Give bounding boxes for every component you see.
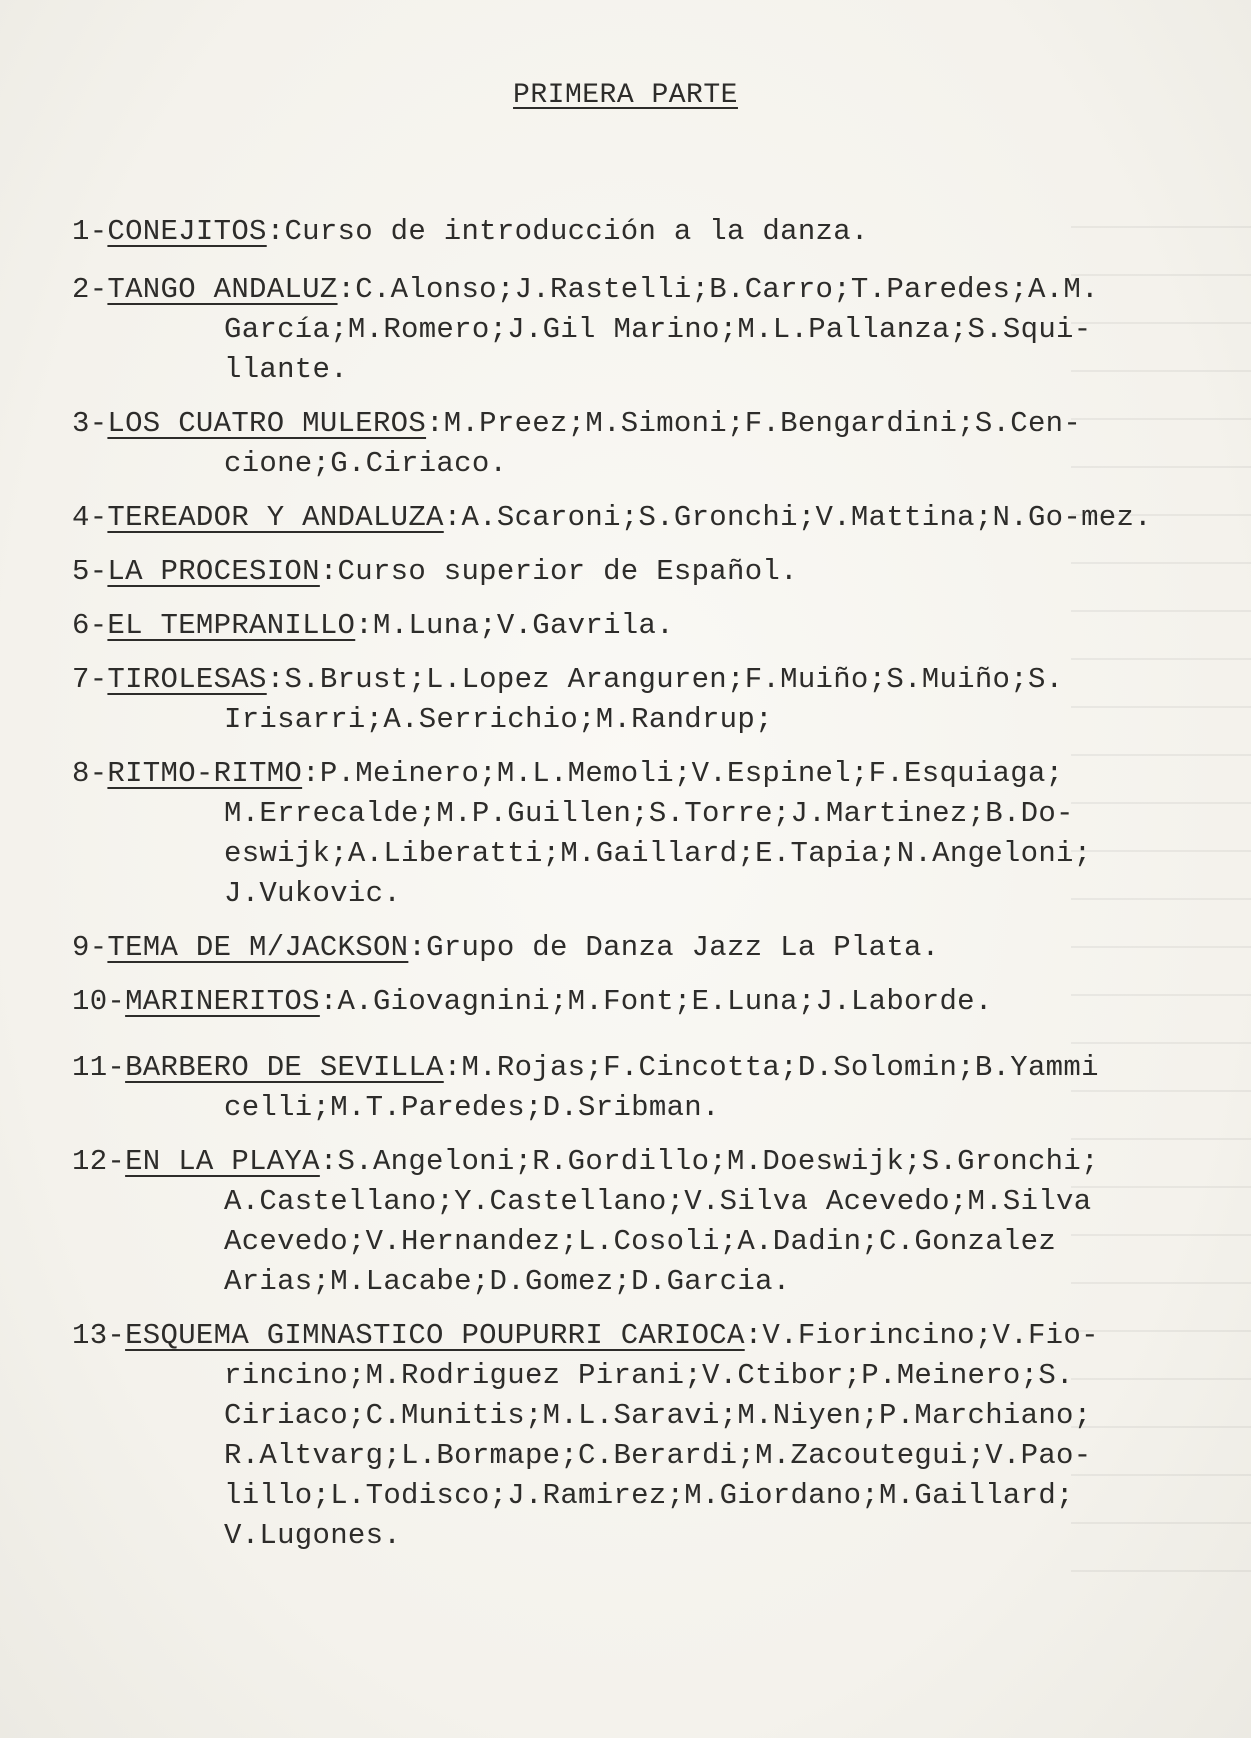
entry-number: 3- bbox=[72, 407, 108, 440]
program-entry bbox=[72, 928, 1202, 968]
program-entry bbox=[72, 1316, 1202, 1556]
entry-title: LOS CUATRO MULEROS bbox=[107, 407, 427, 440]
program-entry bbox=[72, 212, 1202, 252]
entry-separator: : bbox=[408, 931, 427, 964]
program-list bbox=[72, 212, 1202, 1570]
entry-separator: : bbox=[443, 1051, 462, 1084]
entry-body: M.Preez;M.Simoni;F.Bengardini;S.Cen-cione;G.Ciriaco. bbox=[224, 407, 1082, 480]
entry-body: Grupo de Danza Jazz La Plata. bbox=[426, 931, 940, 964]
entry-title: EN LA PLAYA bbox=[125, 1145, 320, 1178]
entry-title: TEREADOR Y ANDALUZA bbox=[107, 501, 444, 534]
program-entry bbox=[72, 606, 1202, 646]
entry-number: 12- bbox=[72, 1145, 126, 1178]
entry-number: 8- bbox=[72, 757, 108, 790]
entry-separator: : bbox=[355, 609, 373, 642]
entry-number: 1- bbox=[72, 215, 108, 248]
entry-number: 5- bbox=[72, 555, 108, 588]
entry-title: EL TEMPRANILLO bbox=[107, 609, 356, 642]
program-entry bbox=[72, 1048, 1202, 1128]
entry-title: LA PROCESION bbox=[107, 555, 320, 588]
entry-body: M.Rojas;F.Cincotta;D.Solomin;B.Yammi celli;M.T.Paredes;D.Sribman. bbox=[224, 1051, 1099, 1124]
entry-body: S.Brust;L.Lopez Aranguren;F.Muiño;S.Muiño;S. Irisarri;A.Serrichio;M.Randrup; bbox=[224, 663, 1064, 736]
entry-separator: : bbox=[266, 663, 285, 696]
entry-separator: : bbox=[337, 273, 356, 306]
entry-body: A.Giovagnini;M.Font;E.Luna;J.Laborde. bbox=[337, 985, 993, 1018]
entry-body: Curso superior de Español. bbox=[337, 555, 798, 588]
program-entry bbox=[72, 1142, 1202, 1302]
page-heading bbox=[0, 80, 1251, 111]
entry-body: A.Scaroni;S.Gronchi;V.Mattina;N.Go-mez. bbox=[461, 501, 1152, 534]
entry-title: CONEJITOS bbox=[107, 215, 267, 248]
entry-title: MARINERITOS bbox=[125, 985, 320, 1018]
entry-separator: : bbox=[319, 555, 338, 588]
entry-number: 4- bbox=[72, 501, 108, 534]
entry-body: M.Luna;V.Gavrila. bbox=[372, 609, 674, 642]
entry-title: TEMA DE M/JACKSON bbox=[107, 931, 409, 964]
program-entry bbox=[72, 404, 1202, 484]
program-entry bbox=[72, 754, 1202, 914]
entry-title: ESQUEMA GIMNASTICO POUPURRI CARIOCA bbox=[125, 1319, 745, 1352]
entry-separator: : bbox=[319, 985, 338, 1018]
entry-separator: : bbox=[443, 501, 462, 534]
page-heading-text: PRIMERA PARTE bbox=[513, 80, 738, 111]
entry-title: RITMO-RITMO bbox=[107, 757, 303, 790]
entry-number: 13- bbox=[72, 1319, 126, 1352]
entry-separator: : bbox=[426, 407, 444, 440]
entry-number: 9- bbox=[72, 931, 108, 964]
entry-number: 10- bbox=[72, 985, 126, 1018]
program-entry bbox=[72, 552, 1202, 592]
entry-separator: : bbox=[744, 1319, 763, 1352]
program-entry bbox=[72, 270, 1202, 390]
entry-title: TANGO ANDALUZ bbox=[107, 273, 338, 306]
entry-body: C.Alonso;J.Rastelli;B.Carro;T.Paredes;A.M. García;M.Romero;J.Gil Marino;M.L.Pallanza;S.Squi-llante. bbox=[224, 273, 1099, 386]
entry-title: BARBERO DE SEVILLA bbox=[125, 1051, 444, 1084]
entry-body: P.Meinero;M.L.Memoli;V.Espinel;F.Esquiaga; M.Errecalde;M.P.Guillen;S.Torre;J.Martinez;B.Do-eswijk;A.Liberatti;M.Gaillard;E.Tapia;N.Angeloni; J.Vukovic. bbox=[224, 757, 1092, 910]
entry-body: Curso de introducción a la danza. bbox=[284, 215, 869, 248]
program-entry bbox=[72, 982, 1202, 1022]
entry-body: S.Angeloni;R.Gordillo;M.Doeswijk;S.Gronchi; A.Castellano;Y.Castellano;V.Silva Acevedo;M.Silva Acevedo;V.Hernandez;L.Cosoli;A.Dadin;C.Gonzalez Arias;M.Lacabe;D.Gomez;D.Garcia. bbox=[224, 1145, 1099, 1298]
entry-separator: : bbox=[266, 215, 285, 248]
entry-number: 2- bbox=[72, 273, 108, 306]
entry-number: 11- bbox=[72, 1051, 126, 1084]
entry-separator: : bbox=[319, 1145, 338, 1178]
entry-body: V.Fiorincino;V.Fio-rincino;M.Rodriguez Pirani;V.Ctibor;P.Meinero;S. Ciriaco;C.Munitis;M.L.Saravi;M.Niyen;P.Marchiano; R.Altvarg;L.Bormape;C.Berardi;M.Zacoutegui;V.Pao-lillo;L.Todisco;J.Ramirez;M.Giordano;M.Gaillard; V.Lugones. bbox=[224, 1319, 1099, 1552]
entry-number: 6- bbox=[72, 609, 108, 642]
entry-title: TIROLESAS bbox=[107, 663, 267, 696]
program-entry bbox=[72, 498, 1202, 538]
entry-number: 7- bbox=[72, 663, 108, 696]
entry-separator: : bbox=[302, 757, 320, 790]
program-entry bbox=[72, 660, 1202, 740]
